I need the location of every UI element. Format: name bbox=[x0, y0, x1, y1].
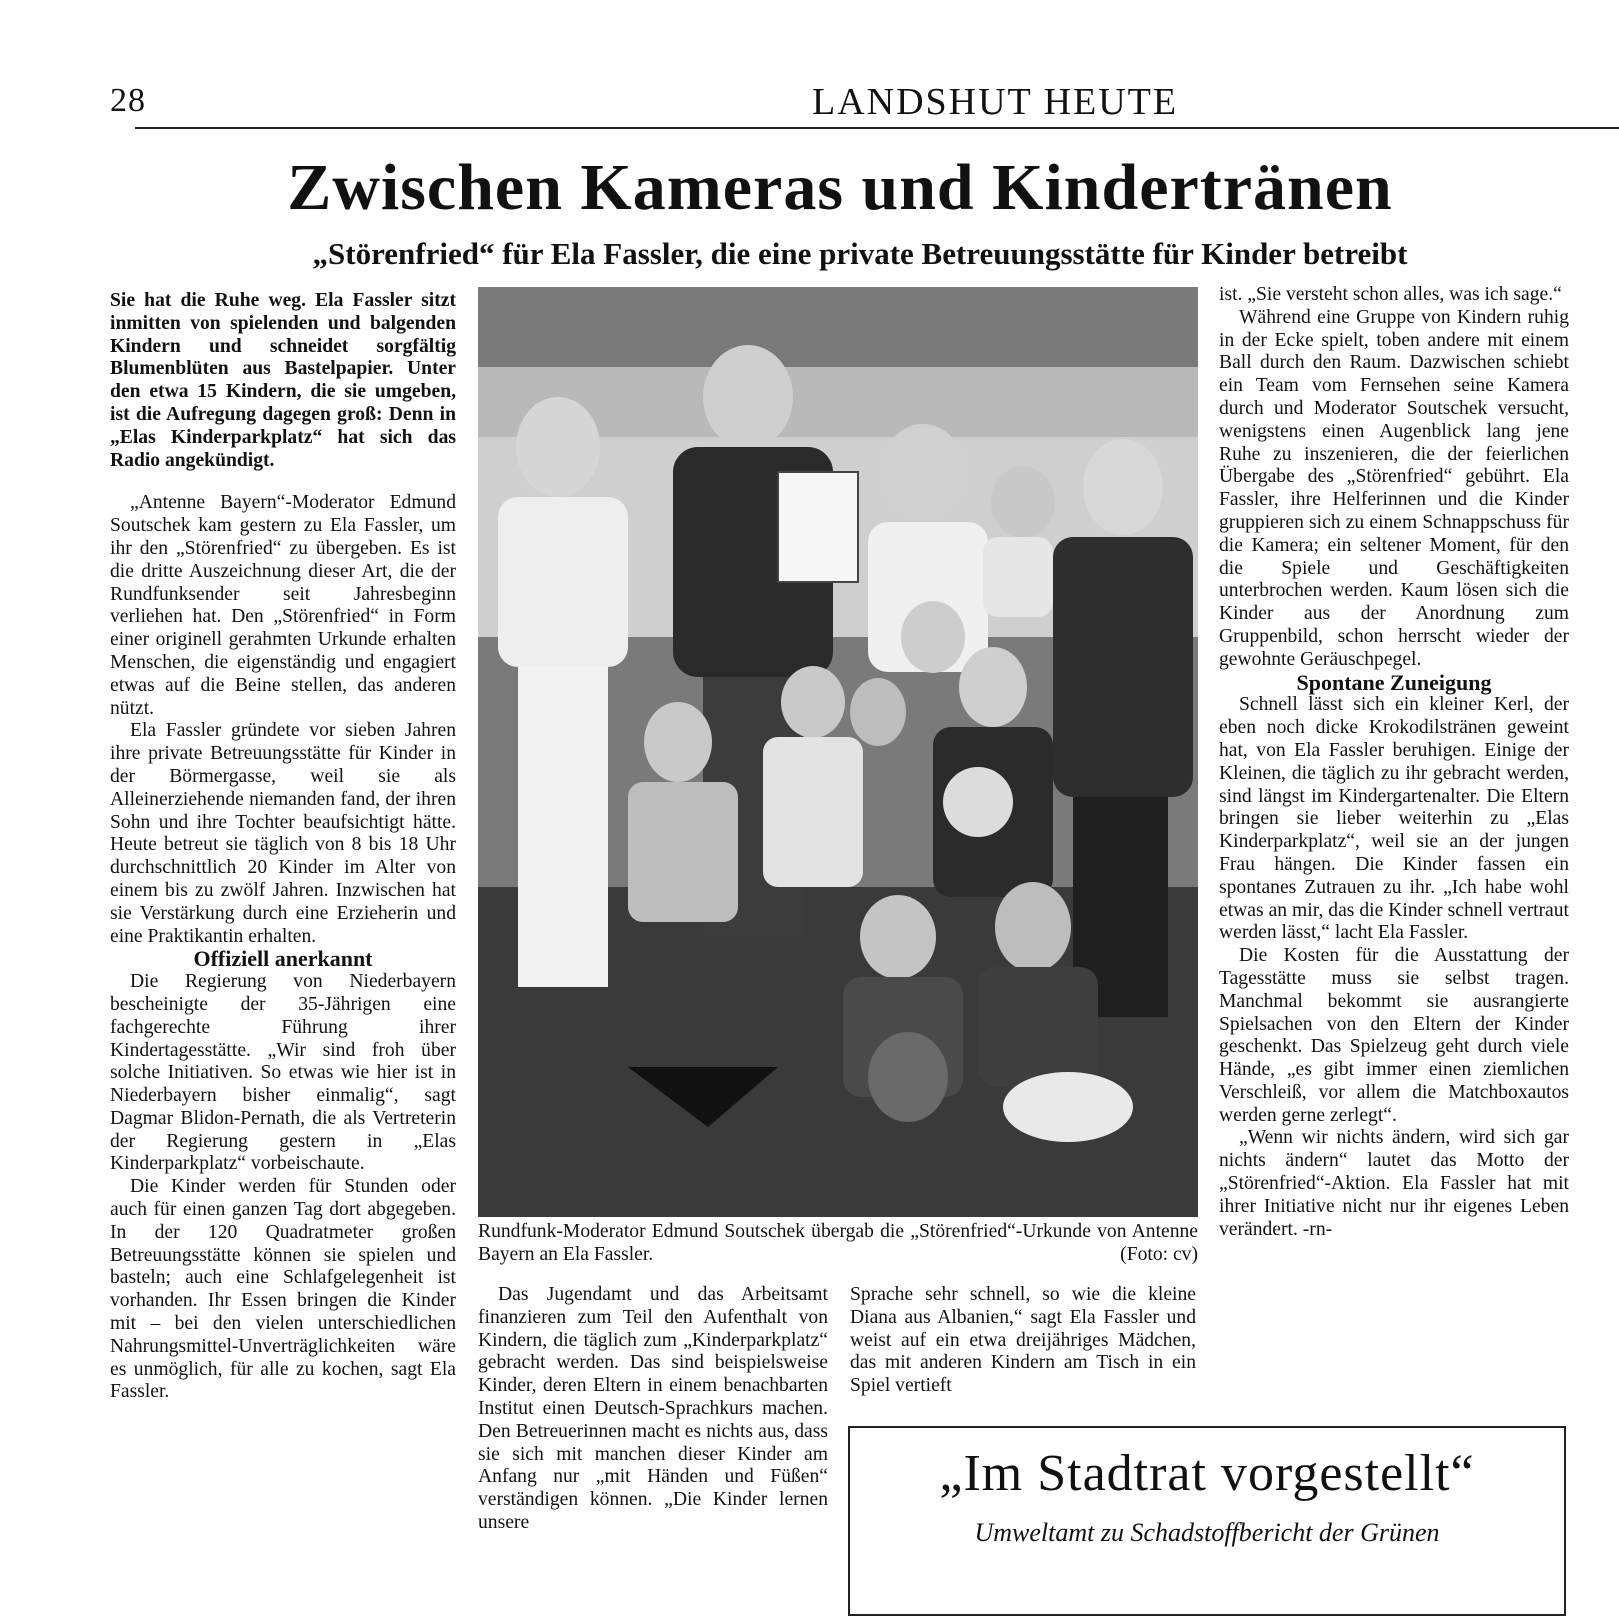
paragraph: ist. „Sie versteht schon alles, was ich sage.“ bbox=[1219, 284, 1562, 305]
page-number: 28 bbox=[110, 82, 146, 119]
paragraph: Die Kosten für die Ausstattung der Tagesstätte muss sie selbst tragen. Manchmal bekommt sie ausrangierte Spielsachen von den Eltern der Kinder geschenkt. Das Spielzeug geht durch viele Hände, „es gibt immer einen ziemlichen Verschleiß, vor allem die Matchboxautos werden gerne zerlegt“. bbox=[1219, 945, 1569, 1126]
photo-caption bbox=[478, 1220, 1198, 1266]
article-subheadline: „Störenfried“ für Ela Fassler, die eine private Betreuungsstätte für Kinder betreibt bbox=[312, 236, 1408, 271]
subhead-offiziell: Offiziell anerkannt bbox=[193, 946, 373, 972]
paragraph: Schnell lässt sich ein kleiner Kerl, der eben noch dicke Krokodilstränen geweint hat, von Ela Fassler beruhigen. Einige der Kleinen, die täglich zu ihr gebracht werden, sind längst im Kindergartenalter. Die Eltern bringen sie lieber weiterhin zu „Elas Kinderparkplatz“, weil sie an der jungen Frau hängen. Die Kinder fassen ein spontanes Zutrauen zu ihr. „Ich habe wohl etwas an mir, das die Kinder schnell vertraut werden lässt,“ lacht Ela Fassler. bbox=[1219, 694, 1569, 944]
paragraph: Das Jugendamt und das Arbeitsamt finanzieren zum Teil den Aufenthalt von Kindern, die täglich zum „Kinderparkplatz“ gebracht werden. Das sind beispielsweise Kinder, deren Eltern in einem benachbarten Institut einen Deutsch-Sprachkurs machen. Den Betreuerinnen macht es nichts aus, dass sie sich mit manchen dieser Kinder am Anfang nur „mit Händen und Füßen“ verständigen können. „Die Kinder lernen unsere bbox=[478, 1284, 828, 1533]
article-lead: Sie hat die Ruhe weg. Ela Fassler sitzt inmitten von spielenden und balgenden Kindern und schneidet sorgfältig Blumenblüten aus Bastelpapier. Unter den etwa 15 Kindern, die sie umgeben, ist die Aufregung dagegen groß: Denn in „Elas Kinderparkplatz“ hat sich das Radio angekündigt. bbox=[110, 290, 456, 471]
subhead-spontane: Spontane Zuneigung bbox=[1296, 669, 1492, 695]
section-title: LANDSHUT HEUTE bbox=[812, 81, 1179, 123]
column-right bbox=[1219, 284, 1569, 1241]
paragraph: „Antenne Bayern“-Moderator Edmund Soutschek kam gestern zu Ela Fassler, um ihr den „Störenfried“ zu übergeben. Es ist die dritte Auszeichnung dieser Art, die der Rundfunksender seit Jahresbeginn verliehen hat. Den „Störenfried“ in Form einer originell gerahmten Urkunde erhalten Menschen, die eigenständig und engagiert etwas auf die Beine stellen, das anderen nützt. bbox=[110, 492, 456, 719]
teaser-subtitle: Umweltamt zu Schadstoffbericht der Grünen bbox=[974, 1518, 1440, 1547]
header-rule bbox=[135, 127, 1619, 129]
paragraph: Während eine Gruppe von Kindern ruhig in der Ecke spielt, toben andere mit einem Ball durch den Raum. Dazwischen schiebt ein Team vom Fernsehen seine Kamera durch und Moderator Soutschek versucht, wenigstens einen Augenblick lang jene Ruhe zu inszenieren, die der feierlichen Übergabe des „Störenfried“ gebührt. Ela Fassler, ihre Helferinnen und die Kinder gruppieren sich zu einem Schnappschuss für die Kamera; ein seltener Moment, für den die Spiele und Geschäftigkeiten unterbrochen werden. Kaum lösen sich die Kinder aus der Anordnung zum Gruppenbild, schon herrscht wieder der gewohnte Geräuschpegel. bbox=[1219, 306, 1569, 670]
paragraph: Ela Fassler gründete vor sieben Jahren ihre private Betreuungsstätte für Kinder in der Börmergasse, weil sie als Alleinerziehende niemanden fand, der ihren Sohn und ihre Tochter beaufsichtigt hätte. Heute betreut sie täglich von 8 bis 18 Uhr durchschnittlich 20 Kinder im Alter von einem bis zu zwölf Jahren. Inzwischen hat sie Verstärkung durch eine Erzieherin und eine Praktikantin erhalten. bbox=[110, 720, 456, 947]
teaser-box bbox=[848, 1426, 1566, 1616]
article-headline: Zwischen Kameras und Kindertränen bbox=[287, 151, 1393, 224]
column-middle-2 bbox=[850, 1284, 1196, 1398]
paragraph: Die Kinder werden für Stunden oder auch für einen ganzen Tag dort abgegeben. In der 120 Quadratmeter großen Betreuungsstätte können sie spielen und basteln; auch eine Schlafgelegenheit ist vorhanden. Ihr Essen bringen die Kinder mit – bei den vielen unterschiedlichen Nahrungsmittel-Unverträglichkeiten wäre es unmöglich, für alle zu kochen, sagt Ela Fassler. bbox=[110, 1176, 456, 1403]
group-photo-illustration bbox=[478, 287, 1198, 1217]
paragraph: Sprache sehr schnell, so wie die kleine Diana aus Albanien,“ sagt Ela Fassler und weist auf ein etwa dreijähriges Mädchen, das mit anderen Kindern am Tisch in ein Spiel vertieft bbox=[850, 1284, 1196, 1397]
paragraph: Die Regierung von Niederbayern bescheinigte der 35-Jährigen eine fachgerechte Führung ihrer Kindertagesstätte. „Wir sind froh über solche Initiativen. So etwas wie hier ist in Niederbayern bisher einmalig“, sagt Dagmar Blidon-Pernath, die als Vertreterin der Regierung gestern in „Elas Kinderparkplatz“ vorbeischaute. bbox=[110, 971, 456, 1175]
column-middle-1 bbox=[478, 1284, 828, 1535]
photo-credit: (Foto: cv) bbox=[1120, 1244, 1198, 1265]
column-left bbox=[110, 290, 456, 1404]
caption-text: Rundfunk-Moderator Edmund Soutschek übergab die „Störenfried“-Urkunde von Antenne Bayern an Ela Fassler. bbox=[478, 1221, 1198, 1265]
article-photo bbox=[478, 287, 1198, 1217]
paragraph: „Wenn wir nichts ändern, wird sich gar nichts ändern“ lautet das Motto der „Störenfried“-Aktion. Ela Fassler hat mit ihrer Initiative nicht nur ihr eigenes Leben verändert. -rn- bbox=[1219, 1127, 1569, 1240]
teaser-title: „Im Stadtrat vorgestellt“ bbox=[939, 1445, 1475, 1502]
